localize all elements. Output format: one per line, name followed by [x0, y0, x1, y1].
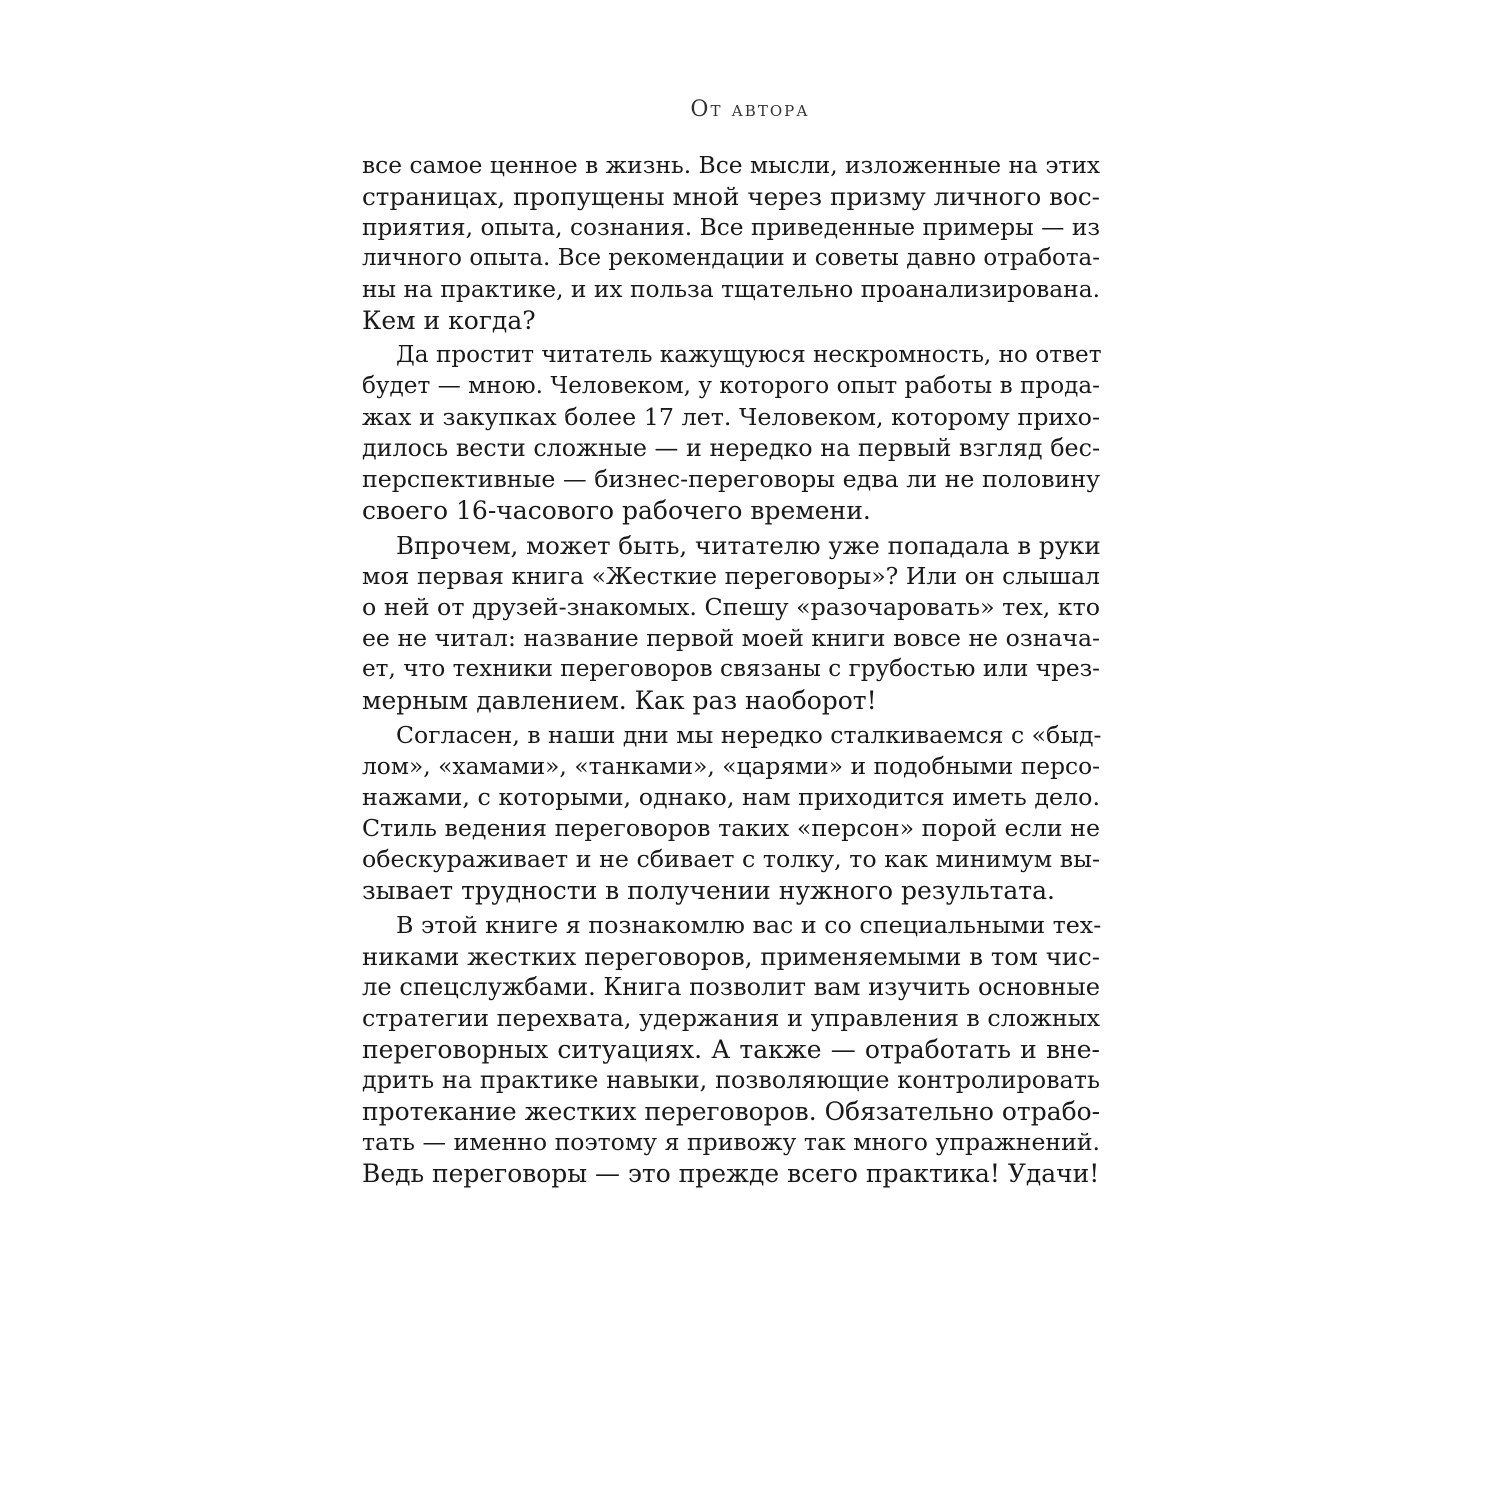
text-line: ет, что техники переговоров связаны с грубостью или чрез- — [362, 656, 1100, 682]
text-line: личного опыта. Все рекомендации и советы давно отработа- — [362, 245, 1100, 271]
text-line: дилось вести сложные — и нередко на первый взгляд бес- — [362, 434, 1100, 462]
text-line: переговорных ситуациях. А также — отработать и вне- — [362, 1035, 1100, 1064]
paragraph — [362, 720, 1100, 906]
text-line: В этой книге я познакомлю вас и со специальными тех- — [396, 911, 1102, 939]
text-line: Ведь переговоры — это прежде всего практика! Удачи! — [362, 1159, 1100, 1188]
text-line: стратегии перехвата, удержания и управления в сложных — [362, 1004, 1100, 1032]
text-line: о ней от друзей-знакомых. Спешу «разочаровать» тех, кто — [362, 593, 1101, 621]
paragraph — [362, 340, 1100, 526]
paragraph — [362, 150, 1100, 336]
text-line: нажами, с которыми, однако, нам приходится иметь дело. — [362, 783, 1100, 811]
text-line: протекание жестких переговоров. Обязательно отрабо- — [362, 1097, 1101, 1126]
text-line: ее не читал: название первой моей книги вовсе не означа- — [362, 624, 1100, 652]
text-line: ле спецслужбами. Книга позволит вам изучить основные — [362, 973, 1100, 1001]
text-line: моя первая книга «Жесткие переговоры»? Или он слышал — [362, 562, 1100, 590]
text-line: будет — мною. Человеком, у которого опыт работы в прода- — [362, 373, 1100, 399]
text-line: перспективные — бизнес-переговоры едва ли не половину — [362, 465, 1100, 493]
text-line: Да простит читатель кажущуюся нескромность, но ответ — [396, 342, 1102, 368]
text-line: обескураживает и не сбивает с толку, то как минимум вы- — [362, 845, 1100, 873]
text-line: Впрочем, может быть, читателю уже попадала в руки — [396, 531, 1101, 560]
text-line: мерным давлением. Как раз наоборот! — [362, 686, 877, 715]
text-line: никами жестких переговоров, применяемыми в том чис- — [362, 942, 1100, 971]
text-line: дрить на практике навыки, позволяющие контролировать — [362, 1066, 1100, 1094]
text-line: тать — именно поэтому я привожу так много упражнений. — [362, 1128, 1100, 1156]
text-line: лом», «хамами», «танками», «царями» и подобными персо- — [362, 753, 1100, 780]
text-line: жах и закупках более 17 лет. Человеком, которому прихо- — [362, 403, 1100, 431]
paragraph — [362, 910, 1100, 1189]
running-head: От автора — [690, 97, 810, 122]
text-line: Стиль ведения переговоров таких «персон» порой если не — [362, 814, 1100, 842]
paragraph — [362, 530, 1100, 716]
text-line: все самое ценное в жизнь. Все мысли, изложенные на этих — [362, 151, 1101, 179]
text-line: приятия, опыта, сознания. Все приведенные примеры — из — [362, 214, 1100, 241]
text-line: зывает трудности в получении нужного результата. — [362, 876, 1055, 905]
text-line: Кем и когда? — [362, 306, 536, 335]
text-line: своего 16-часового рабочего времени. — [362, 496, 871, 525]
text-line: Согласен, в наши дни мы нередко сталкиваемся с «быд- — [396, 721, 1102, 749]
body-text — [362, 150, 1100, 1193]
text-line: страницах, пропущены мной через призму личного вос- — [362, 182, 1100, 211]
text-line: ны на практике, и их польза тщательно проанализирована. — [362, 276, 1100, 303]
